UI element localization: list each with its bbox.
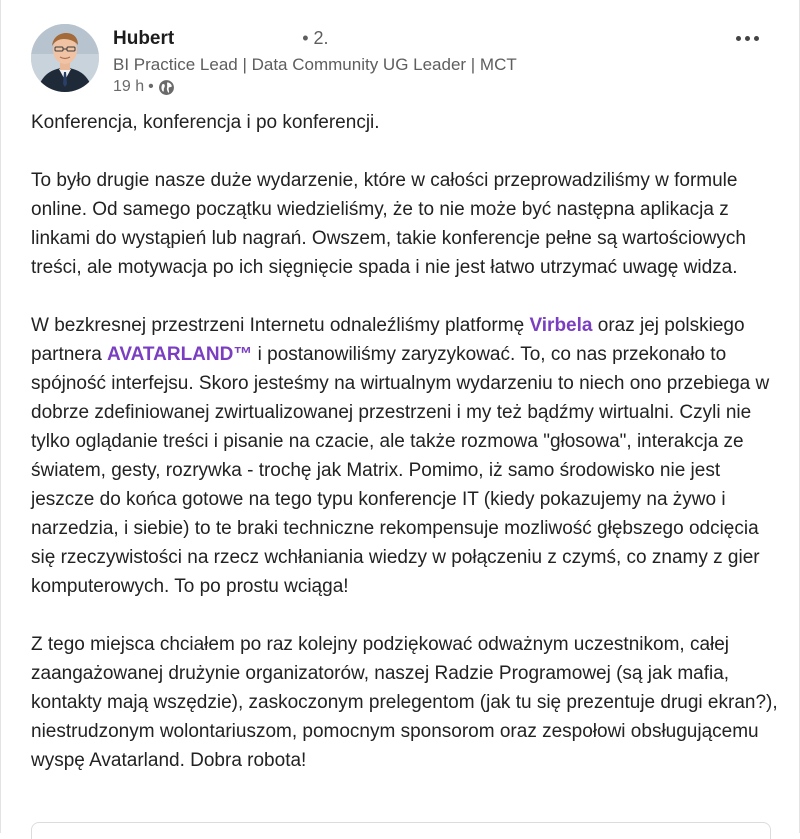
- author-headline: BI Practice Lead | Data Community UG Leader | MCT: [113, 55, 517, 74]
- post-paragraph: Konferencja, konferencja i po konferencji.: [31, 112, 380, 133]
- more-options-icon-dot: [754, 36, 759, 41]
- globe-icon: [158, 79, 175, 96]
- avatar-photo: [31, 24, 99, 92]
- paragraph-text: i postanowiliśmy zaryzykować. To, co nas przekonało to spójność interfejsu. Skoro jesteśmy na wirtualnym wydarzeniu to niech ono przebiega w dobrze zdefiniowanej zwirtualizowanej przestrzeni i my też bądźmy wirtualni. Czyli nie tylko oglądanie treści i pisanie na czacie, ale także rozmowa "głosowa", interakcja ze światem, gesty, rozrywka - trochę jak Matrix. Pomimo, iż samo środowisko nie jest jeszcze do końca gotowe na tego typu konferencje IT (kiedy pokazujemy na żywo i narzedzia, i siebie) to te braki techniczne rekompensuje mozliwość głębszego odcięcia się rzeczywistości na rzecz wchłaniania wiedzy w połączeniu z czymś, co znamy z gier komputerowych. To po prostu wciąga!: [31, 344, 770, 597]
- avatar[interactable]: [31, 24, 99, 92]
- avatarland-mention-link[interactable]: AVATARLAND™: [107, 344, 253, 365]
- paragraph-text: W bezkresnej przestrzeni Internetu odnaleźliśmy platformę: [31, 315, 530, 336]
- paragraph-text: oraz jej polskiego partnera: [31, 315, 745, 365]
- author-meta: [113, 26, 517, 97]
- time-separator: •: [148, 78, 154, 95]
- post-timestamp-line: [113, 77, 517, 97]
- virbela-link[interactable]: Virbela: [529, 315, 593, 336]
- embedded-content-edge: [31, 822, 771, 839]
- post-paragraph: [31, 311, 781, 601]
- post-paragraph: To było drugie nasze duże wydarzenie, które w całości przeprowadziliśmy w formule online. Od samego początku wiedzieliśmy, że to nie może być następna aplikacja z linkami do wystąpień lub nagrań. Owszem, takie konferencje pełne są wartościowych treści, ale motywacja po ich sięgnięcie spada i nie jest łatwo utrzymać uwagę widza.: [31, 170, 746, 278]
- post-header: [31, 24, 779, 94]
- post-body: [31, 108, 781, 804]
- post-time[interactable]: 19 h: [113, 78, 145, 95]
- author-name[interactable]: Hubert: [113, 28, 175, 49]
- more-options-button[interactable]: [729, 26, 765, 50]
- more-options-icon-dot: [736, 36, 741, 41]
- connection-degree: • 2.: [302, 28, 329, 48]
- post-paragraph: Z tego miejsca chciałem po raz kolejny podziękować odważnym uczestnikom, całej zaangażowanej drużynie organizatorów, naszej Radzie Programowej (są jak mafia, kontakty mają wszędzie), zaskoczonym prelegentom (jak tu się prezentuje drugi ekran?), niestrudzonym wolontariuszom, pomocnym sponsorom oraz zespołowi obsługującemu wyspę Avatarland. Dobra robota!: [31, 634, 778, 771]
- author-name-line: [113, 26, 517, 51]
- more-options-icon-dot: [745, 36, 750, 41]
